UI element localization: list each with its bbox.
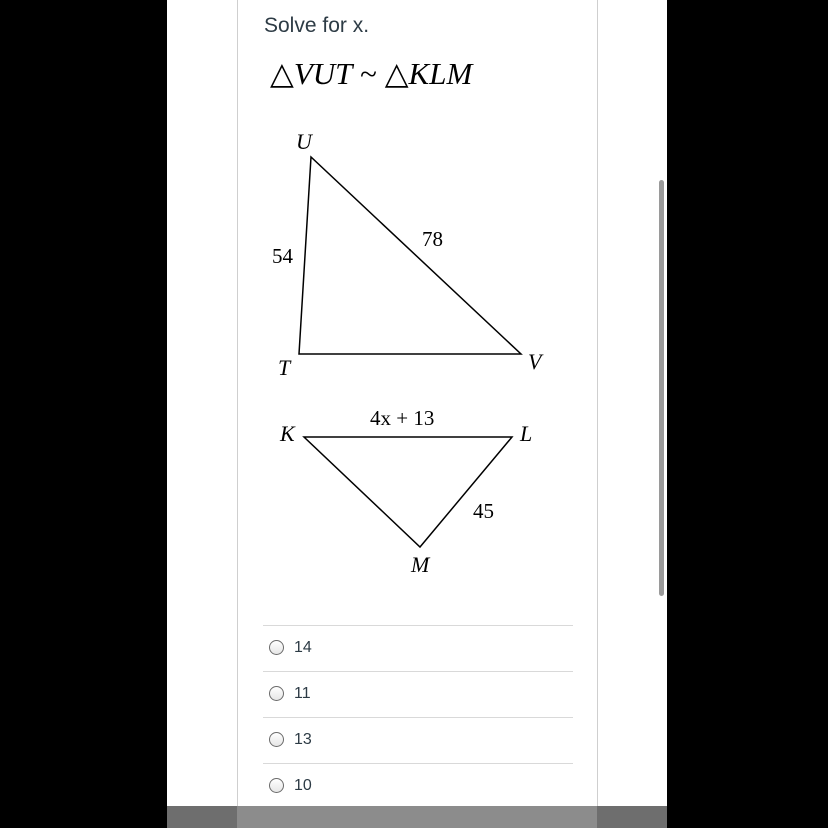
vertex-u: U [296,129,312,154]
similar-symbol: ~ [360,56,377,91]
answer-label[interactable]: 10 [294,777,312,794]
side-lm-label: 45 [473,499,494,523]
radio-button[interactable] [269,640,284,655]
vertex-l: L [520,421,533,446]
triangle-name-1: VUT [293,56,353,91]
radio-button[interactable] [269,778,284,793]
triangle-vut [299,157,521,354]
vertex-m: M [411,552,430,577]
radio-button[interactable] [269,732,284,747]
answer-list [263,625,573,809]
bottom-bar-center [237,806,597,828]
answer-option-14[interactable] [263,625,573,671]
answer-option-11[interactable] [263,671,573,717]
side-kl-label: 4x + 13 [370,406,435,430]
answer-label[interactable]: 13 [294,731,312,748]
question-card [237,0,598,828]
triangle-name-2: KLM [408,56,473,91]
triangle-figure [238,0,597,620]
answer-label[interactable]: 14 [294,639,312,656]
vertex-k: K [280,421,295,446]
answer-label[interactable]: 11 [294,685,311,702]
triangle-klm [304,437,512,547]
vertex-v: V [528,349,542,374]
vertex-t: T [278,355,291,380]
side-ut-label: 54 [272,244,293,268]
triangle-symbol-2: △ [384,56,409,91]
triangle-symbol-1: △ [270,56,294,91]
scrollbar-thumb[interactable] [659,180,664,596]
radio-button[interactable] [269,686,284,701]
answer-option-13[interactable] [263,717,573,763]
answer-option-10[interactable] [263,763,573,809]
side-uv-label: 78 [422,227,443,251]
question-prompt: Solve for x. [264,14,370,37]
